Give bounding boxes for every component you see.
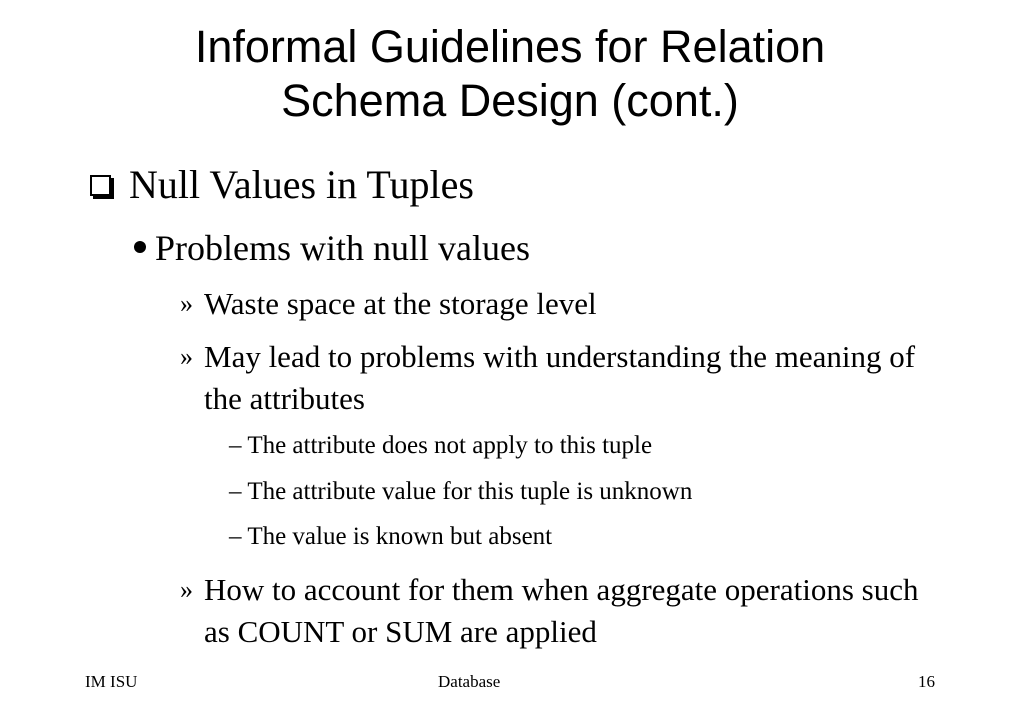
bullet-level4-absent	[229, 522, 552, 552]
bullet-level4-text: The attribute does not apply to this tuple	[247, 432, 653, 459]
dash-bullet-icon: –	[229, 523, 242, 550]
bullet-level3-text: May lead to problems with understanding the meaning of the attributes	[204, 339, 916, 416]
slide-title-line-1: Informal Guidelines for Relation	[194, 21, 826, 72]
bullet-level4-unknown	[229, 477, 692, 507]
filled-circle-bullet-icon	[134, 241, 146, 253]
footer-organization: IM ISU	[85, 672, 138, 691]
slide-title	[60, 20, 960, 128]
bullet-level2-text: Problems with null values	[155, 228, 530, 268]
bullet-level1-null-values	[90, 162, 474, 208]
dash-bullet-icon: –	[229, 432, 242, 459]
bullet-level4-text: The attribute value for this tuple is unknown	[247, 478, 693, 505]
guillemet-bullet-icon: »	[180, 575, 193, 604]
dash-bullet-icon: –	[229, 478, 242, 505]
bullet-level3-aggregate	[180, 569, 920, 653]
bullet-level1-text: Null Values in Tuples	[129, 162, 474, 207]
bullet-level2-problems	[134, 228, 530, 268]
guillemet-bullet-icon: »	[180, 289, 193, 318]
bullet-level3-understanding	[180, 336, 920, 420]
hollow-square-bullet-icon	[90, 175, 111, 196]
bullet-level3-text: Waste space at the storage level	[204, 286, 597, 321]
footer-page-number: 16	[918, 672, 935, 691]
bullet-level4-text: The value is known but absent	[247, 523, 553, 550]
footer-course-title: Database	[438, 672, 501, 691]
slide-title-line-2: Schema Design (cont.)	[281, 75, 739, 126]
bullet-level4-does-not-apply	[229, 431, 652, 461]
guillemet-bullet-icon: »	[180, 342, 193, 371]
bullet-level3-text: How to account for them when aggregate operations such as COUNT or SUM are applied	[204, 572, 919, 649]
bullet-level3-waste-space	[180, 283, 920, 325]
